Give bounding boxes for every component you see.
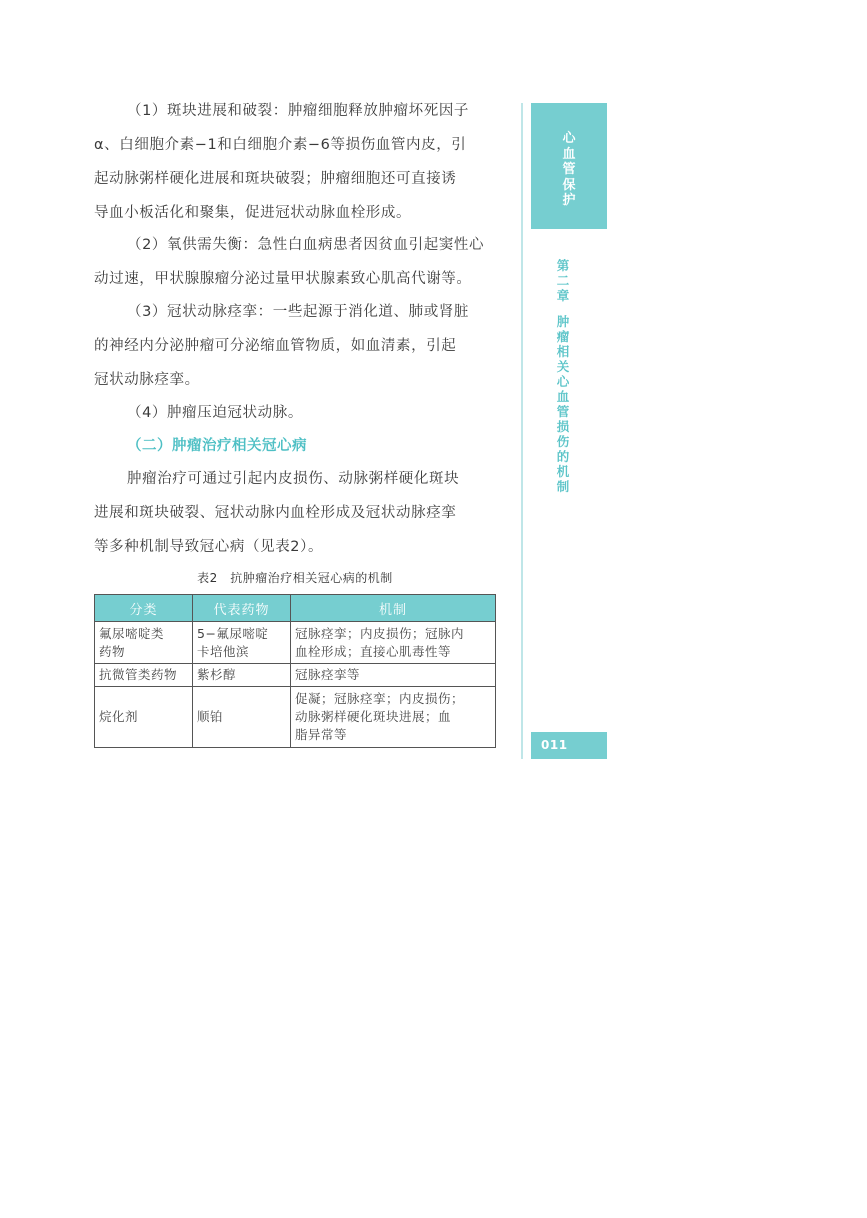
page-number: 011 [541,738,568,752]
chapter-title: 第 二 章 肿 瘤 相 关 心 血 管 损 伤 的 机 制 [556,258,570,494]
body-paragraph [94,462,496,564]
text-line: （4）肿瘤压迫冠状动脉。 [127,405,303,421]
category-cell: 烷化剂 [95,687,193,748]
text-line: 起动脉粥样硬化进展和斑块破裂；肿瘤细胞还可直接诱 [94,171,457,187]
section-tab [531,103,607,229]
text-line: （3）冠状动脉痉挛：一些起源于消化道、肺或肾脏 [127,304,470,320]
drug-cell: 顺铂 [193,687,291,748]
table-row [95,664,496,687]
text-line: 导血小板活化和聚集，促进冠状动脉血栓形成。 [94,205,412,221]
drug-cell: 紫杉醇 [193,664,291,687]
mechanism-cell: 冠脉痉挛；内皮损伤；冠脉内 血栓形成；直接心肌毒性等 [291,622,496,664]
category-cell: 氟尿嘧啶类 药物 [95,622,193,664]
table-header-row [95,595,496,622]
text-line: 进展和斑块破裂、冠状动脉内血栓形成及冠状动脉痉挛 [94,505,457,521]
paragraph-1 [94,94,496,230]
page-number-tab [531,732,607,759]
column-header-drug: 代表药物 [193,595,291,622]
section-tab-title: 心 血 管 保 护 [562,131,576,208]
table-row [95,622,496,664]
text-line: （1）斑块进展和破裂：肿瘤细胞释放肿瘤坏死因子 [127,103,470,119]
table-caption: 表2 抗肿瘤治疗相关冠心病的机制 [197,571,393,585]
text-line: 等多种机制导致冠心病（见表2）。 [94,539,324,555]
column-header-category: 分类 [95,595,193,622]
sidebar-divider [521,103,523,759]
table-row [95,687,496,748]
drug-cell: 5−氟尿嘧啶 卡培他滨 [193,622,291,664]
paragraph-3 [94,295,496,397]
text-line: （2）氧供需失衡：急性白血病患者因贫血引起窦性心 [127,237,485,253]
section-heading: （二）肿瘤治疗相关冠心病 [127,438,307,454]
text-line: α、白细胞介素−1和白细胞介素−6等损伤血管内皮，引 [94,137,467,153]
mechanism-table [94,594,496,748]
text-line: 冠状动脉痉挛。 [94,372,200,388]
paragraph-2 [94,228,496,296]
text-line: 肿瘤治疗可通过引起内皮损伤、动脉粥样硬化斑块 [127,471,460,487]
text-line: 动过速，甲状腺腺瘤分泌过量甲状腺素致心肌高代谢等。 [94,271,472,287]
column-header-mechanism: 机制 [291,595,496,622]
mechanism-cell: 促凝；冠脉痉挛；内皮损伤； 动脉粥样硬化斑块进展；血 脂异常等 [291,687,496,748]
mechanism-cell: 冠脉痉挛等 [291,664,496,687]
paragraph-4 [94,396,496,430]
category-cell: 抗微管类药物 [95,664,193,687]
text-line: 的神经内分泌肿瘤可分泌缩血管物质，如血清素，引起 [94,338,457,354]
